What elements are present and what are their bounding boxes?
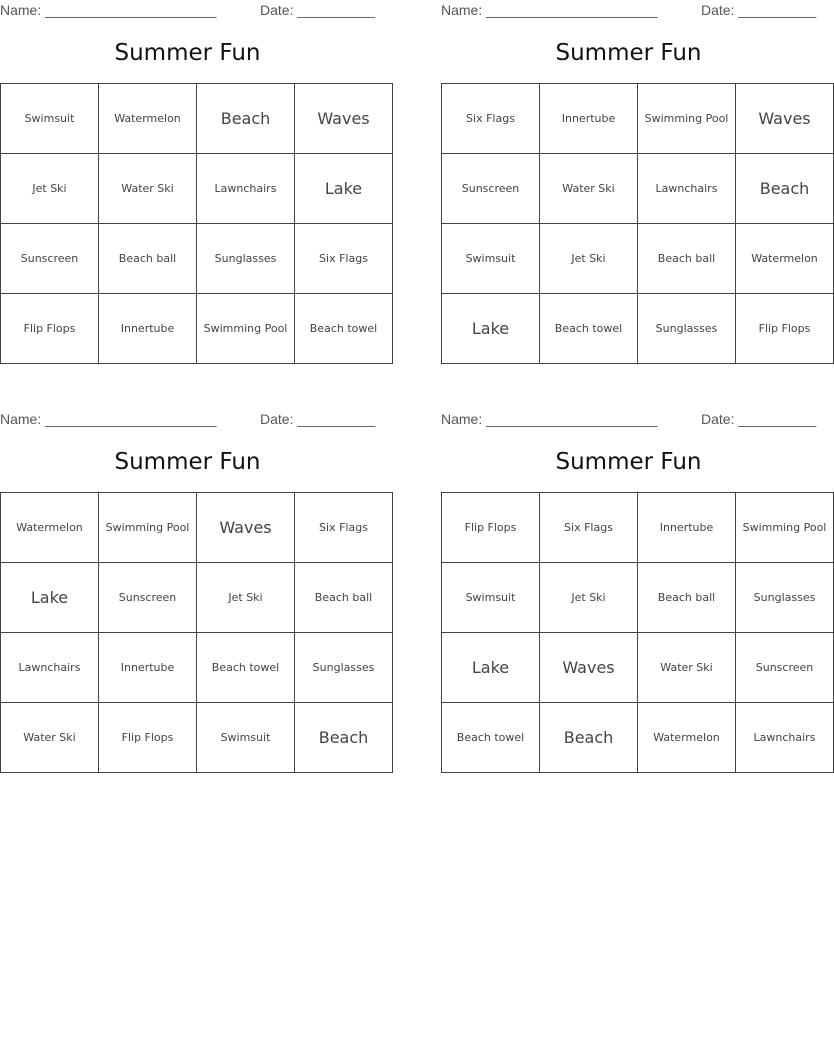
bingo-cell[interactable]: Beach towel [197, 633, 295, 703]
bingo-grid [0, 83, 393, 364]
bingo-cell[interactable]: Waves [540, 633, 638, 703]
bingo-cell[interactable]: Innertube [638, 493, 736, 563]
bingo-cell[interactable]: Jet Ski [197, 563, 295, 633]
grid-row [442, 224, 834, 294]
bingo-cell[interactable]: Watermelon [1, 493, 99, 563]
grid-row [1, 563, 393, 633]
bingo-cell[interactable]: Flip Flops [1, 294, 99, 364]
bingo-cell[interactable]: Innertube [99, 294, 197, 364]
grid-row [442, 563, 834, 633]
bingo-cell[interactable]: Beach ball [638, 563, 736, 633]
bingo-cell[interactable]: Lawnchairs [638, 154, 736, 224]
bingo-cell[interactable]: Swimming Pool [99, 493, 197, 563]
bingo-cell[interactable]: Swimming Pool [638, 84, 736, 154]
bingo-grid [441, 492, 834, 773]
card-header [441, 409, 816, 431]
bingo-cell[interactable]: Swimsuit [442, 224, 540, 294]
bingo-cell[interactable]: Six Flags [442, 84, 540, 154]
bingo-cell[interactable]: Flip Flops [736, 294, 834, 364]
bingo-cell[interactable]: Beach [197, 84, 295, 154]
bingo-cell[interactable]: Sunglasses [736, 563, 834, 633]
date-field[interactable]: Date: __________ [260, 411, 376, 427]
bingo-cell[interactable]: Beach ball [638, 224, 736, 294]
bingo-cell[interactable]: Watermelon [638, 703, 736, 773]
bingo-cell[interactable]: Sunscreen [442, 154, 540, 224]
bingo-cell[interactable]: Sunscreen [99, 563, 197, 633]
bingo-cell[interactable]: Lake [442, 294, 540, 364]
bingo-cell[interactable]: Sunscreen [736, 633, 834, 703]
bingo-cell[interactable]: Beach [736, 154, 834, 224]
bingo-cell[interactable]: Six Flags [295, 493, 393, 563]
card-title: Summer Fun [114, 449, 261, 475]
bingo-cell[interactable]: Beach ball [99, 224, 197, 294]
bingo-cell[interactable]: Lawnchairs [1, 633, 99, 703]
card-title: Summer Fun [555, 449, 702, 475]
name-field[interactable]: Name: ______________________ [0, 2, 217, 18]
bingo-cell[interactable]: Lake [1, 563, 99, 633]
bingo-cell[interactable]: Flip Flops [442, 493, 540, 563]
bingo-cell[interactable]: Beach towel [540, 294, 638, 364]
bingo-cell[interactable]: Beach towel [442, 703, 540, 773]
bingo-cell[interactable]: Beach towel [295, 294, 393, 364]
bingo-cell[interactable]: Swimsuit [197, 703, 295, 773]
grid-row [442, 703, 834, 773]
grid-row [442, 154, 834, 224]
bingo-cell[interactable]: Jet Ski [540, 563, 638, 633]
bingo-cell[interactable]: Waves [295, 84, 393, 154]
bingo-cell[interactable]: Six Flags [295, 224, 393, 294]
bingo-cell[interactable]: Flip Flops [99, 703, 197, 773]
date-field[interactable]: Date: __________ [260, 2, 376, 18]
grid-row [1, 294, 393, 364]
card-header [0, 0, 375, 22]
bingo-cell[interactable]: Lake [295, 154, 393, 224]
grid-row [1, 154, 393, 224]
bingo-cell[interactable]: Innertube [99, 633, 197, 703]
bingo-cell[interactable]: Beach ball [295, 563, 393, 633]
bingo-cell[interactable]: Swimming Pool [197, 294, 295, 364]
bingo-cell[interactable]: Sunscreen [1, 224, 99, 294]
bingo-grid [0, 492, 393, 773]
grid-row [442, 84, 834, 154]
grid-row [442, 633, 834, 703]
card-header [0, 409, 375, 431]
bingo-cell[interactable]: Watermelon [736, 224, 834, 294]
grid-row [1, 703, 393, 773]
bingo-cell[interactable]: Sunglasses [197, 224, 295, 294]
grid-row [442, 294, 834, 364]
name-field[interactable]: Name: ______________________ [0, 411, 217, 427]
card-header [441, 0, 816, 22]
bingo-cell[interactable]: Six Flags [540, 493, 638, 563]
bingo-cell[interactable]: Jet Ski [540, 224, 638, 294]
bingo-cell[interactable]: Jet Ski [1, 154, 99, 224]
bingo-cell[interactable]: Sunglasses [638, 294, 736, 364]
name-field[interactable]: Name: ______________________ [441, 2, 658, 18]
date-field[interactable]: Date: __________ [701, 411, 817, 427]
bingo-cell[interactable]: Innertube [540, 84, 638, 154]
bingo-cell[interactable]: Watermelon [99, 84, 197, 154]
bingo-cell[interactable]: Waves [736, 84, 834, 154]
bingo-cell[interactable]: Swimsuit [1, 84, 99, 154]
bingo-cell[interactable]: Lake [442, 633, 540, 703]
grid-row [1, 633, 393, 703]
bingo-cell[interactable]: Water Ski [540, 154, 638, 224]
bingo-cell[interactable]: Swimming Pool [736, 493, 834, 563]
grid-row [1, 493, 393, 563]
bingo-cell[interactable]: Water Ski [638, 633, 736, 703]
bingo-cell[interactable]: Water Ski [1, 703, 99, 773]
bingo-cell[interactable]: Waves [197, 493, 295, 563]
bingo-grid [441, 83, 834, 364]
date-field[interactable]: Date: __________ [701, 2, 817, 18]
grid-row [1, 84, 393, 154]
bingo-cell[interactable]: Water Ski [99, 154, 197, 224]
bingo-cell[interactable]: Lawnchairs [197, 154, 295, 224]
card-title: Summer Fun [114, 40, 261, 66]
bingo-cell[interactable]: Sunglasses [295, 633, 393, 703]
card-title: Summer Fun [555, 40, 702, 66]
bingo-cell[interactable]: Swimsuit [442, 563, 540, 633]
bingo-cell[interactable]: Beach [540, 703, 638, 773]
grid-row [1, 224, 393, 294]
name-field[interactable]: Name: ______________________ [441, 411, 658, 427]
bingo-cell[interactable]: Lawnchairs [736, 703, 834, 773]
bingo-cell[interactable]: Beach [295, 703, 393, 773]
grid-row [442, 493, 834, 563]
